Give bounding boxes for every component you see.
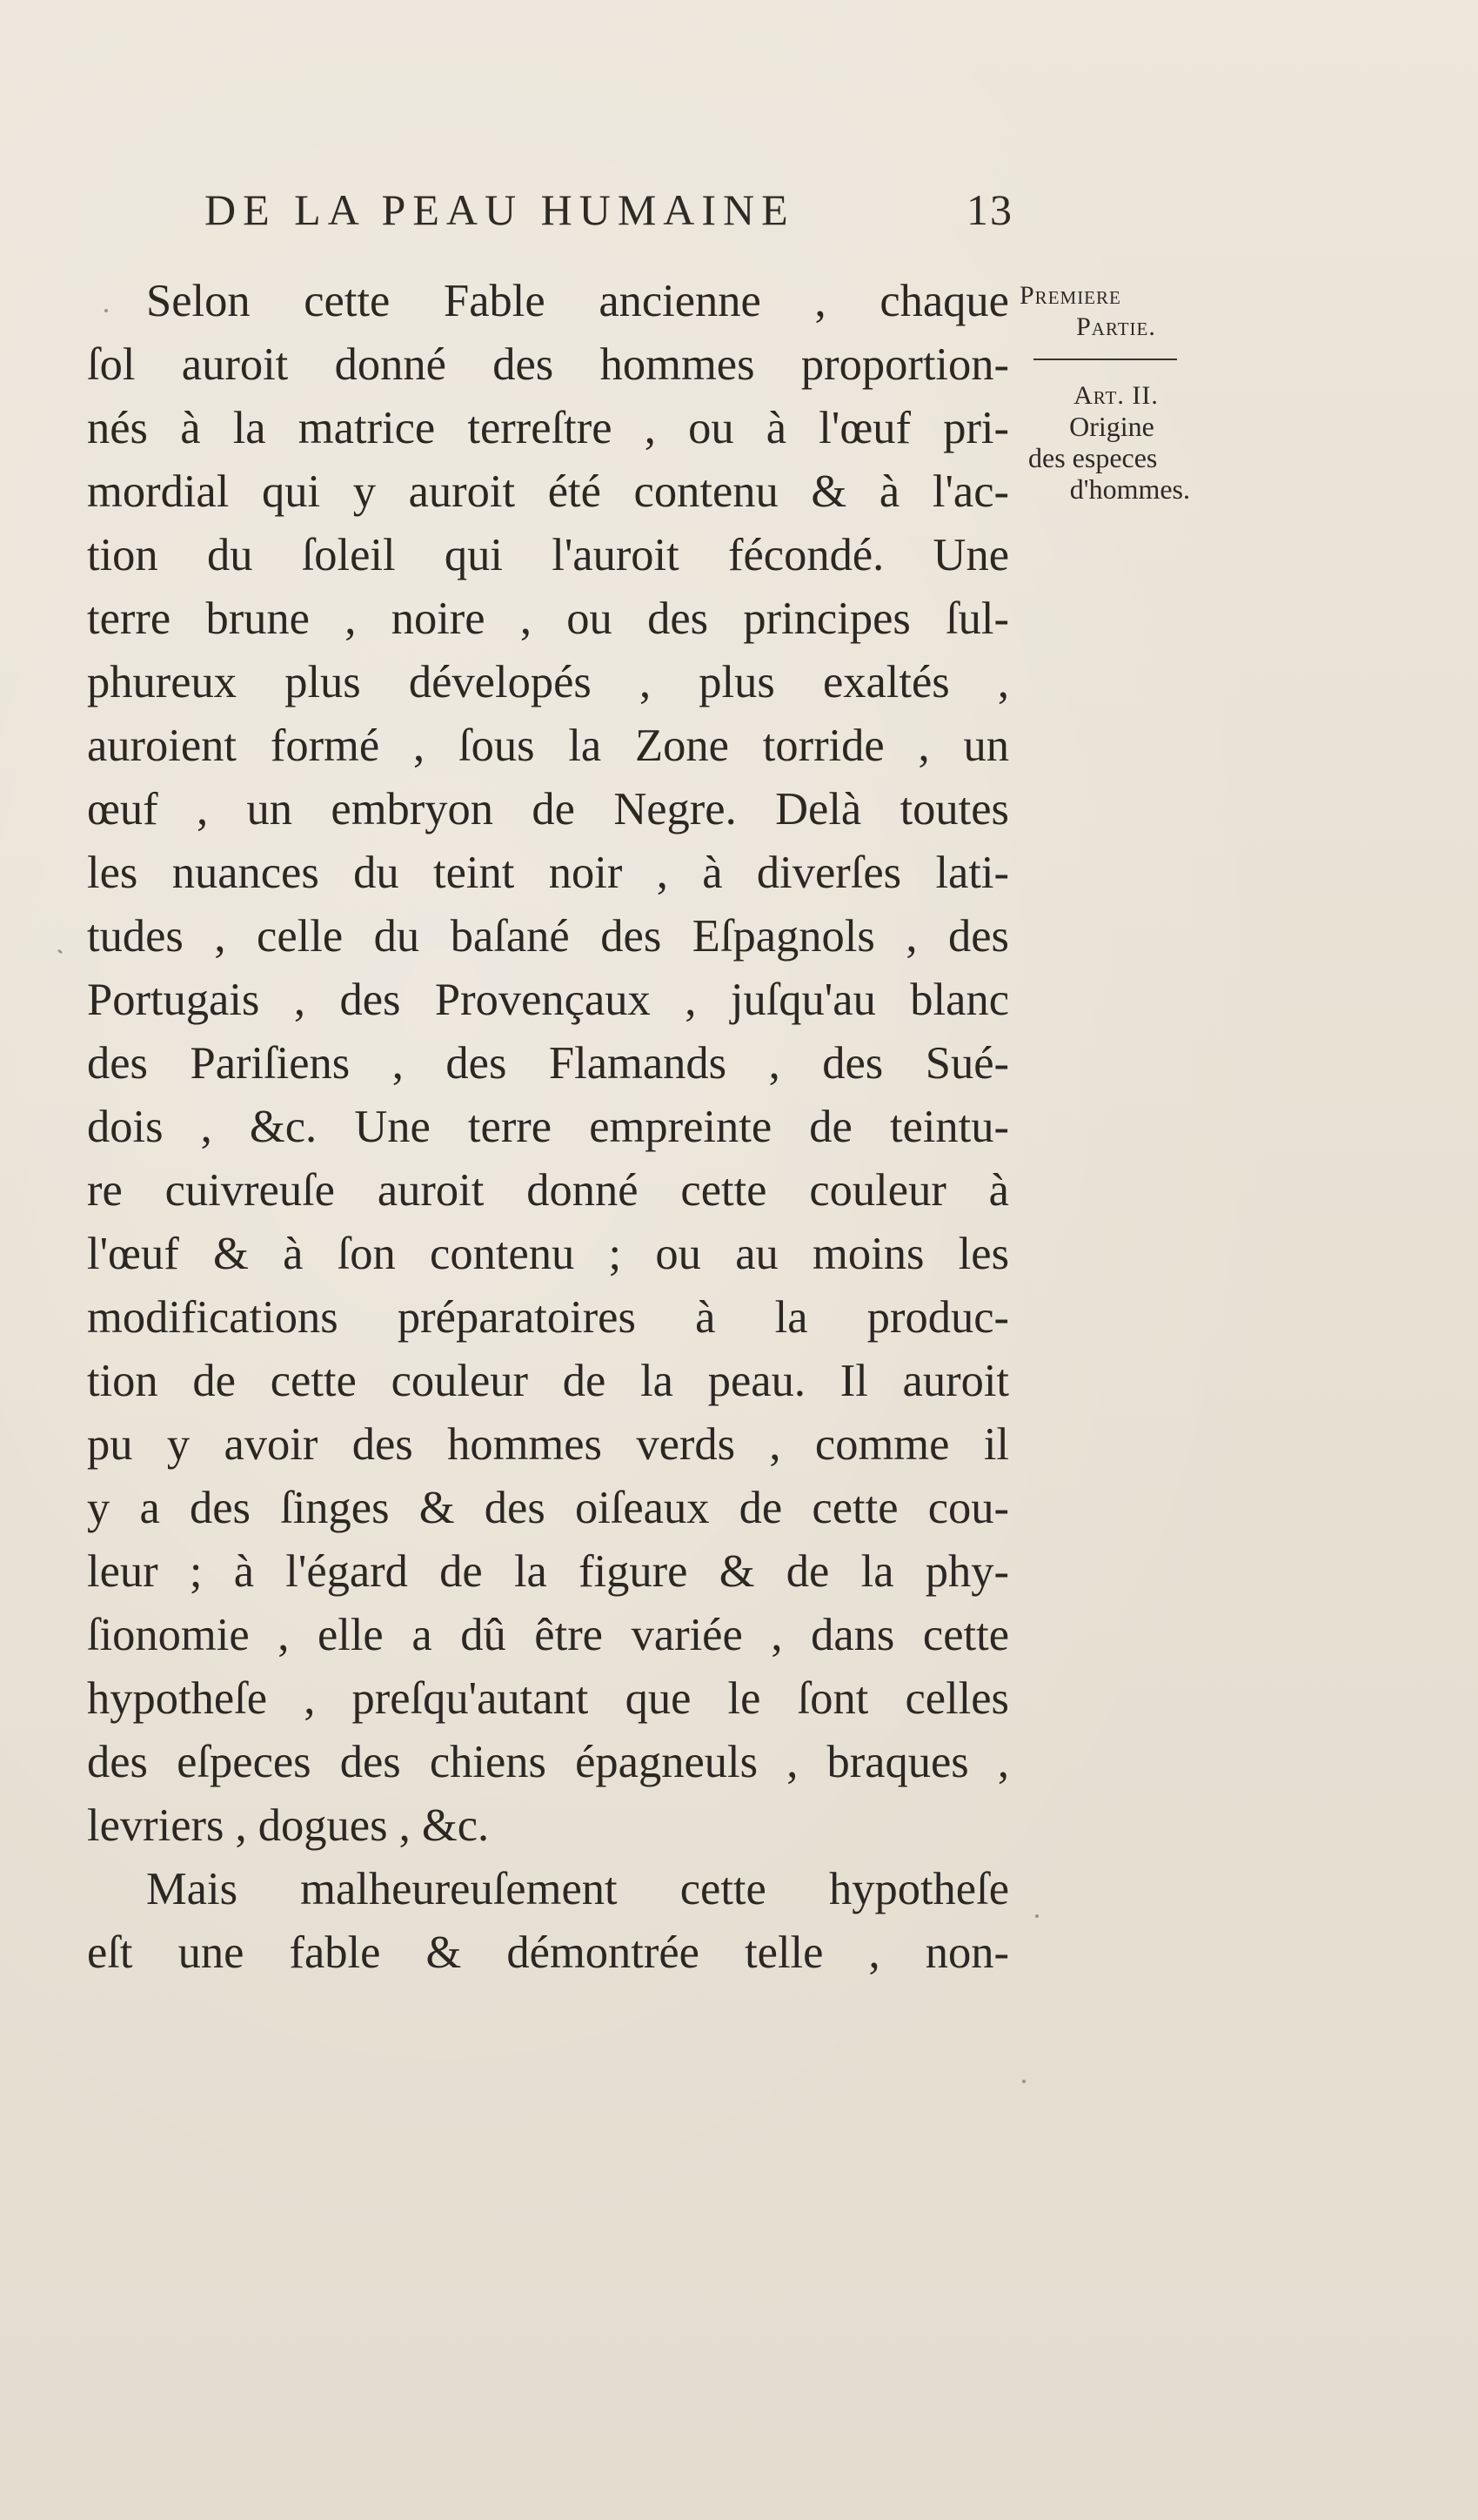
text-line: Portugais , des Provençaux , juſqu'au blanc (87, 975, 1009, 1025)
text-line: Mais malheureuſement cette hypotheſe (146, 1864, 1009, 1914)
marginal-article-label: Art. II. (1073, 381, 1159, 410)
text-line: nés à la matrice terreſtre , ou à l'œuf pri- (87, 403, 1009, 453)
text-line: phureux plus dévelopés , plus exaltés , (87, 657, 1009, 707)
running-head-title: DE LA PEAU HUMAINE (204, 185, 795, 234)
body-text (87, 270, 1009, 1985)
text-line: mordial qui y auroit été contenu & à l'ac- (87, 466, 1009, 517)
marginal-note (1016, 280, 1190, 505)
text-line: auroient formé , ſous la Zone torride , un (87, 720, 1009, 771)
text-line: tudes , celle du baſané des Eſpagnols , des (87, 911, 1009, 962)
text-line: leur ; à l'égard de la figure & de la phy- (87, 1546, 1009, 1597)
text-line: re cuivreuſe auroit donné cette couleur à (87, 1165, 1009, 1216)
text-line: hypotheſe , preſqu'autant que le ſont celles (87, 1673, 1009, 1724)
text-line: des eſpeces des chiens épagneuls , braques , (87, 1737, 1009, 1787)
text-line: Selon cette Fable ancienne , chaque (146, 276, 1009, 326)
text-line: pu y avoir des hommes verds , comme il (87, 1419, 1009, 1470)
text-line: levriers , dogues , &c. (87, 1800, 490, 1851)
text-line: œuf , un embryon de Negre. Delà toutes (87, 784, 1009, 834)
marginal-part-label: Premiere (1020, 281, 1121, 310)
text-line: tion de cette couleur de la peau. Il auroit (87, 1356, 1009, 1406)
text-line: ſionomie , elle a dû être variée , dans cette (87, 1610, 1009, 1660)
paper-speck (1035, 1914, 1039, 1918)
text-line: y a des ſinges & des oiſeaux de cette cou- (87, 1483, 1009, 1533)
text-line: l'œuf & à ſon contenu ; ou au moins les (87, 1229, 1009, 1279)
marginal-subject: d'hommes. (1069, 473, 1190, 505)
running-head (204, 184, 1013, 245)
paper-speck (57, 949, 64, 955)
marginal-subject: des especes (1028, 442, 1158, 473)
marginal-divider (1033, 359, 1177, 360)
text-line: des Pariſiens , des Flamands , des Sué- (87, 1038, 1009, 1089)
page-number: 13 (966, 185, 1013, 234)
text-line: modifications préparatoires à la produc- (87, 1292, 1009, 1343)
text-line: ſol auroit donné des hommes proportion- (87, 339, 1009, 390)
paper-speck (1022, 2080, 1026, 2083)
marginal-part-label: Partie. (1076, 312, 1156, 341)
marginal-subject: Origine (1069, 411, 1154, 442)
text-line: tion du ſoleil qui l'auroit fécondé. Une (87, 530, 1009, 580)
text-line: terre brune , noire , ou des principes ſul- (87, 593, 1009, 644)
text-line: eſt une fable & démontrée telle , non- (87, 1927, 1009, 1978)
text-line: les nuances du teint noir , à diverſes lati- (87, 848, 1009, 898)
text-line: dois , &c. Une terre empreinte de teintu- (87, 1102, 1009, 1152)
paper-speck (104, 309, 108, 312)
